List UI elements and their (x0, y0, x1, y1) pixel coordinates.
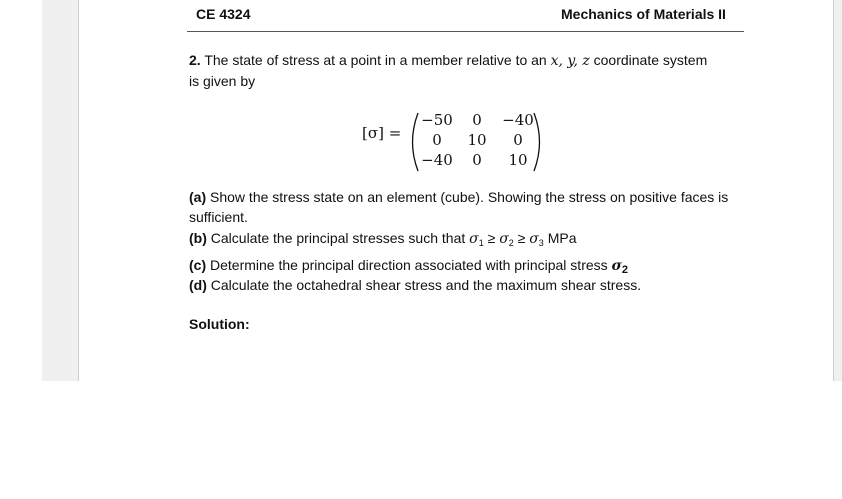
left-margin-bar (42, 0, 79, 381)
matrix-cell: 0 (513, 131, 523, 149)
part-c-text: Determine the principal direction associated with principal stress (206, 257, 612, 273)
sigma-symbol: σ (469, 231, 479, 247)
matrix-cell: 10 (508, 151, 528, 169)
part-d-label: (d) (189, 277, 207, 293)
part-b (189, 228, 729, 253)
right-margin-bar (833, 0, 842, 381)
sigma-symbol: σ (611, 258, 622, 274)
intro-text: The state of stress at a point in a member relative to an (200, 52, 551, 68)
problem-statement (189, 50, 729, 91)
stress-matrix (362, 112, 552, 172)
ge-symbol: ≥ (517, 230, 526, 246)
matrix-cell: 0 (472, 111, 482, 129)
intro-line-2: is given by (189, 73, 256, 89)
matrix-lhs: [σ] = (362, 124, 402, 142)
matrix-cell: −40 (421, 151, 453, 169)
part-b-text: Calculate the principal stresses such that (206, 230, 470, 246)
part-d-text: Calculate the octahedral shear stress and the maximum shear stress. (206, 277, 642, 293)
part-c-label: (c) (189, 257, 207, 273)
subscript: 2 (621, 264, 628, 276)
subscript: 2 (508, 238, 514, 248)
matrix-cell: 0 (432, 131, 442, 149)
matrix-cell: 0 (472, 151, 482, 169)
header-divider (187, 31, 744, 32)
intro-text-end: coordinate system (589, 52, 708, 68)
matrix-cell: 10 (467, 131, 487, 149)
solution-label: Solution: (189, 316, 250, 332)
part-b-label: (b) (189, 230, 207, 246)
part-d (189, 275, 729, 295)
subscript: 3 (538, 238, 544, 248)
unit-label: MPa (543, 230, 577, 246)
sigma-symbol: σ (499, 231, 509, 247)
part-a-text: Show the stress state on an element (cube). Showing the stress on positive faces is sufficient. (189, 189, 729, 225)
course-code: CE 4324 (196, 6, 251, 22)
sigma-symbol: σ (529, 231, 539, 247)
coordinate-symbols: x, y, z (550, 53, 590, 69)
subscript: 1 (478, 238, 484, 248)
problem-number: 2. (189, 52, 201, 68)
part-a-label: (a) (189, 189, 207, 205)
course-title: Mechanics of Materials II (561, 6, 726, 22)
part-a (189, 187, 729, 227)
ge-symbol: ≥ (487, 230, 496, 246)
matrix-cell: −50 (421, 111, 453, 129)
matrix-cell: −40 (502, 111, 534, 129)
